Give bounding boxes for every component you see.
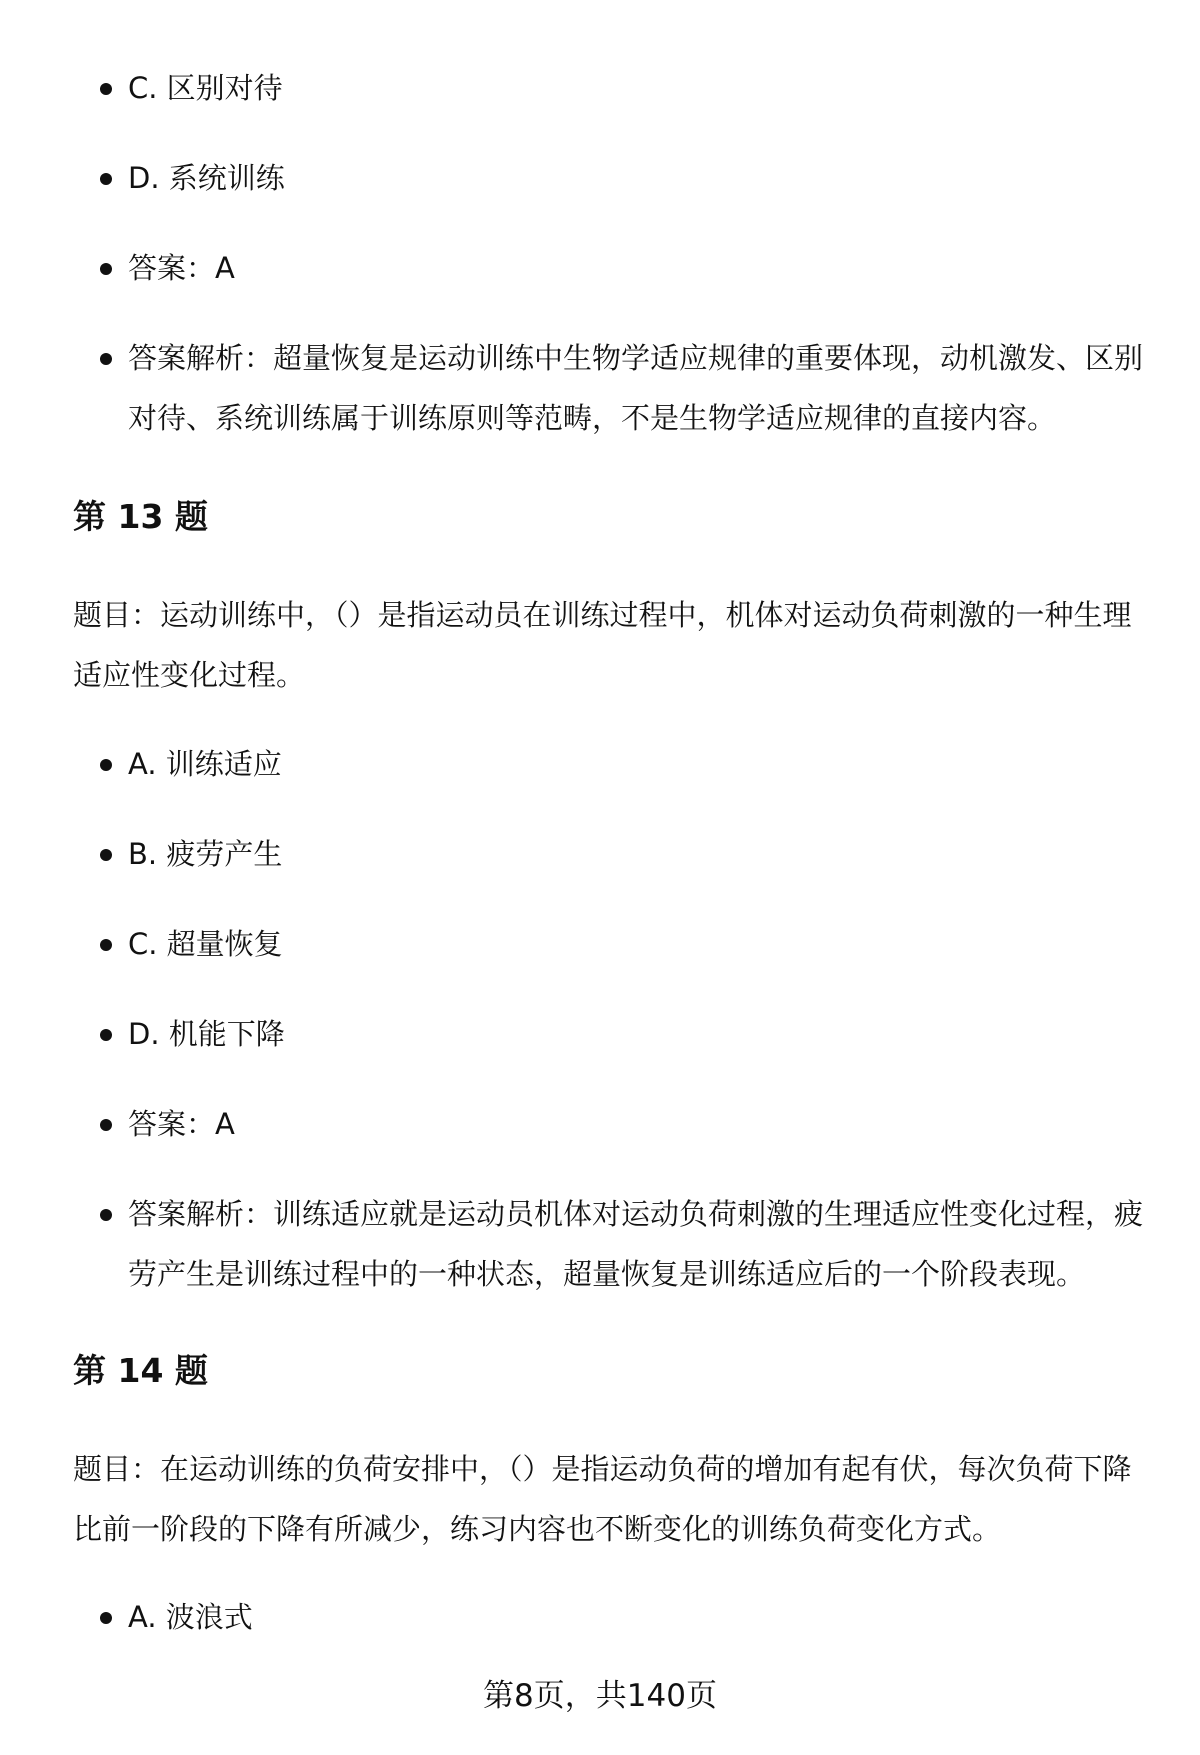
q13-heading: 第 13 题 xyxy=(73,497,208,536)
page-number-footer: 第8页，共140页 xyxy=(483,1678,717,1714)
q14-option-list xyxy=(73,1587,1148,1647)
q12-option-list xyxy=(73,58,1148,448)
question-14-options xyxy=(73,1587,1148,1647)
q12-answer: 答案：A xyxy=(73,238,1148,298)
question-13-heading-block xyxy=(73,487,1148,547)
q12-option-c: C. 区别对待 xyxy=(73,58,1148,118)
q13-stem: 题目：运动训练中，（）是指运动员在训练过程中，机体对运动负荷刺激的一种生理适应性变化过程。 xyxy=(73,598,1132,692)
q14-option-a: A. 波浪式 xyxy=(73,1587,1148,1647)
question-14-stem-block xyxy=(73,1439,1148,1559)
q13-option-list xyxy=(73,734,1148,1304)
q12-option-d: D. 系统训练 xyxy=(73,148,1148,208)
q14-stem: 题目：在运动训练的负荷安排中，（）是指运动负荷的增加有起有伏，每次负荷下降比前一阶段的下降有所减少，练习内容也不断变化的训练负荷变化方式。 xyxy=(73,1452,1132,1546)
q13-analysis: 答案解析：训练适应就是运动员机体对运动负荷刺激的生理适应性变化过程，疲劳产生是训练过程中的一种状态，超量恢复是训练适应后的一个阶段表现。 xyxy=(73,1184,1148,1304)
question-14-heading-block xyxy=(73,1341,1148,1401)
question-13-stem-block xyxy=(73,585,1148,705)
q13-option-a: A. 训练适应 xyxy=(73,734,1148,794)
q13-option-d: D. 机能下降 xyxy=(73,1004,1148,1064)
q13-answer: 答案：A xyxy=(73,1094,1148,1154)
q13-option-b: B. 疲劳产生 xyxy=(73,824,1148,884)
question-13-options xyxy=(73,734,1148,1304)
q12-analysis: 答案解析：超量恢复是运动训练中生物学适应规律的重要体现，动机激发、区别对待、系统训练属于训练原则等范畴，不是生物学适应规律的直接内容。 xyxy=(73,328,1148,448)
question-12-tail xyxy=(73,58,1148,448)
q14-heading: 第 14 题 xyxy=(73,1351,208,1390)
q13-option-c: C. 超量恢复 xyxy=(73,914,1148,974)
